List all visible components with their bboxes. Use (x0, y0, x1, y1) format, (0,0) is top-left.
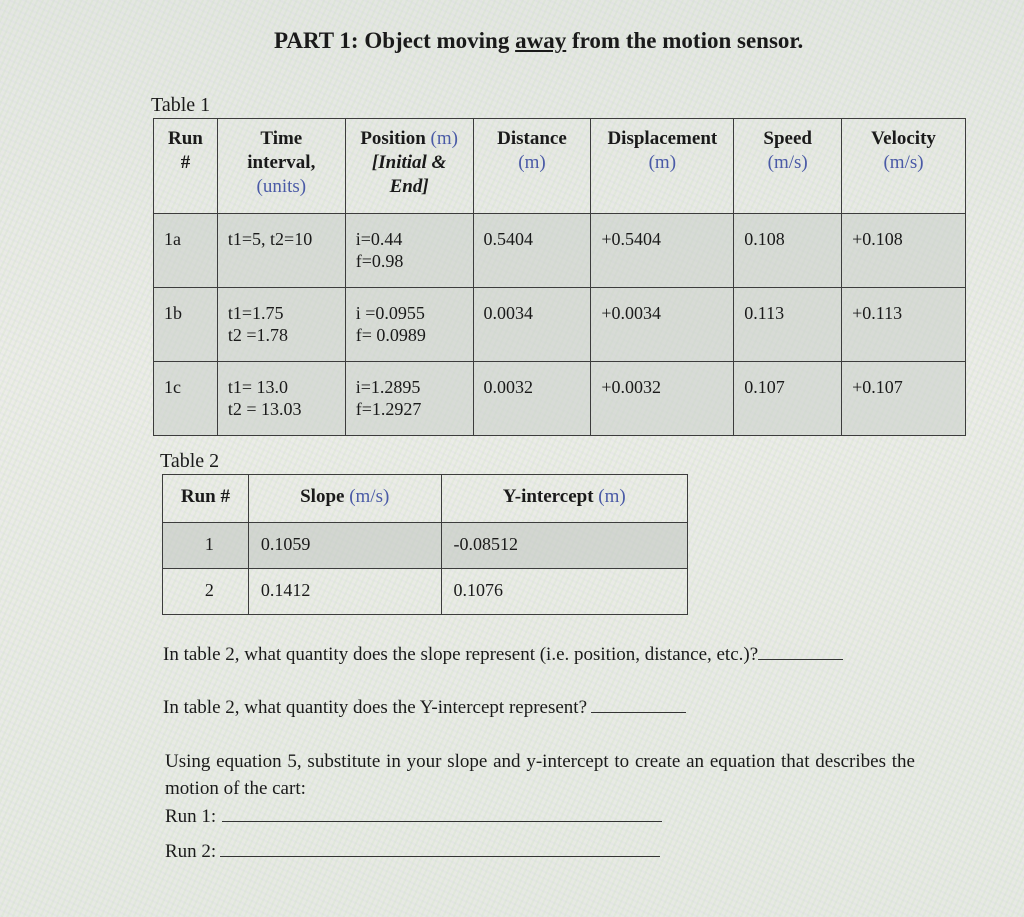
cell-position: i=0.44 f=0.98 (345, 214, 473, 288)
header-velocity: Velocity (m/s) (842, 119, 966, 214)
answer-blank-run1[interactable] (222, 803, 662, 822)
table2-header-row (163, 475, 688, 523)
cell-velocity: +0.107 (842, 362, 966, 436)
header-distance: Distance (m) (473, 119, 591, 214)
cell-slope: 0.1059 (248, 523, 441, 569)
cell-run: 2 (163, 569, 249, 615)
cell-intercept: 0.1076 (441, 569, 688, 615)
table2-caption: Table 2 (160, 450, 220, 472)
cell-intercept: -0.08512 (441, 523, 688, 569)
cell-time: t1=5, t2=10 (217, 214, 345, 288)
title-emphasis: away (515, 28, 567, 53)
page-title: PART 1: Object moving away from the motion sensor. (274, 28, 804, 53)
table1-header-row (154, 119, 966, 214)
cell-time: t1=1.75 t2 =1.78 (217, 288, 345, 362)
table-row (163, 569, 688, 615)
cell-displacement: +0.5404 (591, 214, 734, 288)
cell-distance: 0.0032 (473, 362, 591, 436)
cell-run: 1a (154, 214, 218, 288)
cell-speed: 0.113 (734, 288, 842, 362)
cell-distance: 0.0034 (473, 288, 591, 362)
cell-displacement: +0.0032 (591, 362, 734, 436)
header-run: Run # (154, 119, 218, 214)
cell-velocity: +0.108 (842, 214, 966, 288)
table-row (154, 362, 966, 436)
question-slope: In table 2, what quantity does the slope represent (i.e. position, distance, etc.)? (163, 641, 843, 666)
header-slope: Slope (m/s) (248, 475, 441, 523)
cell-speed: 0.107 (734, 362, 842, 436)
table-1 (153, 118, 966, 436)
cell-slope: 0.1412 (248, 569, 441, 615)
table-2 (162, 474, 688, 615)
cell-speed: 0.108 (734, 214, 842, 288)
run2-line: Run 2: (165, 838, 660, 863)
answer-blank-run2[interactable] (220, 838, 660, 857)
cell-run: 1c (154, 362, 218, 436)
table-row (163, 523, 688, 569)
question-equation: Using equation 5, substitute in your slope and y-intercept to create an equation that describes the motion of the cart: (165, 751, 915, 799)
cell-time: t1= 13.0 t2 = 13.03 (217, 362, 345, 436)
header-intercept: Y-intercept (m) (441, 475, 688, 523)
cell-position: i=1.2895 f=1.2927 (345, 362, 473, 436)
cell-position: i =0.0955 f= 0.0989 (345, 288, 473, 362)
cell-velocity: +0.113 (842, 288, 966, 362)
header-speed: Speed (m/s) (734, 119, 842, 214)
cell-distance: 0.5404 (473, 214, 591, 288)
header-displacement: Displacement (m) (591, 119, 734, 214)
table-row (154, 288, 966, 362)
header-position: Position (m) [Initial & End] (345, 119, 473, 214)
header-run: Run # (163, 475, 249, 523)
header-time: Time interval, (units) (217, 119, 345, 214)
table1-caption: Table 1 (151, 94, 211, 116)
question-intercept: In table 2, what quantity does the Y-intercept represent? (163, 694, 686, 719)
cell-displacement: +0.0034 (591, 288, 734, 362)
run1-line: Run 1: (165, 803, 662, 828)
cell-run: 1 (163, 523, 249, 569)
answer-blank-intercept[interactable] (591, 694, 686, 713)
table-row (154, 214, 966, 288)
answer-blank-slope[interactable] (758, 641, 843, 660)
cell-run: 1b (154, 288, 218, 362)
